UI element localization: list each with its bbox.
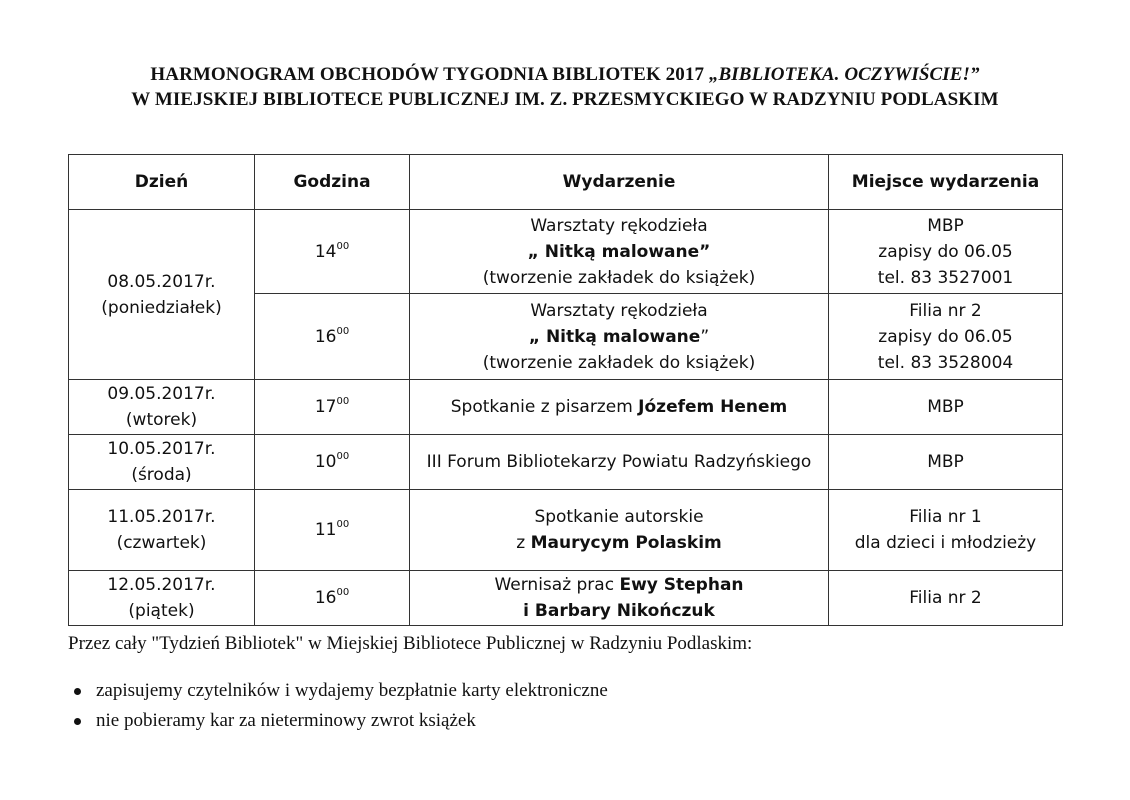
hour-cell <box>255 294 410 380</box>
table-row <box>69 210 1063 294</box>
day-date: 09.05.2017r. <box>107 384 216 404</box>
table-row <box>69 571 1063 626</box>
day-weekday: (piątek) <box>128 601 195 621</box>
list-item <box>68 706 608 736</box>
event-cell <box>410 380 829 435</box>
event-cell <box>410 571 829 626</box>
hour-value: 11 <box>314 520 337 540</box>
bullet-icon <box>74 718 81 725</box>
title-line-1 <box>0 62 1130 87</box>
day-cell <box>69 490 255 571</box>
day-cell <box>69 380 255 435</box>
list-item-text: nie pobieramy kar za nieterminowy zwrot książek <box>96 710 476 731</box>
table-row <box>69 490 1063 571</box>
event-line: Warsztaty rękodzieła <box>530 215 708 236</box>
event-line: Warsztaty rękodzieła <box>530 300 708 321</box>
place-line: Filia nr 2 <box>909 588 982 608</box>
day-date: 10.05.2017r. <box>107 439 216 459</box>
hour-minutes: 00 <box>336 240 350 252</box>
list-item <box>68 676 608 706</box>
quote-open: „ <box>527 241 545 262</box>
document-title <box>0 62 1130 112</box>
event-text: Spotkanie z pisarzem <box>450 397 639 417</box>
info-bullets <box>68 676 608 736</box>
event-line: (tworzenie zakładek do książek) <box>482 352 756 373</box>
header-place: Miejsce wydarzenia <box>829 155 1063 210</box>
day-cell <box>69 435 255 490</box>
place-cell <box>829 490 1063 571</box>
hour-cell <box>255 571 410 626</box>
hour-cell <box>255 490 410 571</box>
event-cell <box>410 210 829 294</box>
event-title: Nitką malowane <box>544 241 700 262</box>
table-header-row <box>69 155 1063 210</box>
event-text: III Forum Bibliotekarzy Powiatu Radzyńskiego <box>426 452 812 472</box>
hour-cell <box>255 380 410 435</box>
event-line: (tworzenie zakładek do książek) <box>482 267 756 288</box>
hour-cell <box>255 435 410 490</box>
event-guest-prefix: z <box>516 533 531 553</box>
day-date: 08.05.2017r. <box>107 271 216 292</box>
table-row <box>69 380 1063 435</box>
hour-value: 17 <box>314 397 337 417</box>
place-line: tel. 83 3527001 <box>877 267 1014 288</box>
event-title: Nitką malowane <box>545 326 701 347</box>
event-guest-line <box>414 530 824 556</box>
day-cell <box>69 571 255 626</box>
header-event: Wydarzenie <box>410 155 829 210</box>
hour-minutes: 00 <box>336 325 350 337</box>
schedule-table <box>68 154 1063 626</box>
title-slogan: „BIBLIOTEKA. OCZYWIŚCIE!” <box>708 64 980 85</box>
place-line: tel. 83 3528004 <box>877 352 1014 373</box>
header-hour: Godzina <box>255 155 410 210</box>
place-line: MBP <box>927 452 964 472</box>
day-weekday: (wtorek) <box>125 410 198 430</box>
event-guest: Józefem Henem <box>638 397 788 417</box>
hour-value: 14 <box>314 241 337 262</box>
hour-minutes: 00 <box>336 396 350 407</box>
day-weekday: (poniedziałek) <box>101 297 222 318</box>
place-cell <box>829 435 1063 490</box>
event-title-line <box>414 239 824 265</box>
event-cell <box>410 294 829 380</box>
event-cell <box>410 435 829 490</box>
quote-close: ” <box>699 241 711 262</box>
day-weekday: (środa) <box>131 465 192 485</box>
event-line: Spotkanie autorskie <box>534 507 704 527</box>
day-cell <box>69 210 255 380</box>
event-artist: Ewy Stephan <box>619 575 744 595</box>
hour-minutes: 00 <box>336 587 350 598</box>
place-line: dla dzieci i młodzieży <box>854 533 1037 553</box>
hour-cell <box>255 210 410 294</box>
event-line <box>414 572 824 598</box>
info-note: Przez cały "Tydzień Bibliotek" w Miejskiej Bibliotece Publicznej w Radzyniu Podlaskim: <box>68 633 753 654</box>
place-cell <box>829 294 1063 380</box>
day-weekday: (czwartek) <box>116 533 207 553</box>
header-day: Dzień <box>69 155 255 210</box>
place-cell <box>829 380 1063 435</box>
place-line: MBP <box>927 215 964 236</box>
title-line-2: W MIEJSKIEJ BIBLIOTECE PUBLICZNEJ IM. Z. PRZESMYCKIEGO W RADZYNIU PODLASKIM <box>131 89 999 110</box>
hour-minutes: 00 <box>336 519 350 530</box>
place-cell <box>829 210 1063 294</box>
hour-value: 16 <box>314 326 337 347</box>
table-row <box>69 435 1063 490</box>
place-line: zapisy do 06.05 <box>878 241 1013 262</box>
event-title-line <box>414 324 824 350</box>
place-cell <box>829 571 1063 626</box>
place-line: Filia nr 2 <box>909 300 982 321</box>
hour-value: 16 <box>314 588 337 608</box>
quote-close: ” <box>700 326 710 347</box>
place-line: zapisy do 06.05 <box>878 326 1013 347</box>
event-text: Wernisaż prac <box>494 575 620 595</box>
list-item-text: zapisujemy czytelników i wydajemy bezpłatnie karty elektroniczne <box>96 680 608 701</box>
quote-open: „ <box>528 326 546 347</box>
hour-minutes: 00 <box>336 451 350 462</box>
day-date: 12.05.2017r. <box>107 575 216 595</box>
hour-value: 10 <box>314 452 337 472</box>
event-artist-line: i Barbary Nikończuk <box>523 601 715 621</box>
place-line: Filia nr 1 <box>909 507 982 527</box>
bullet-icon <box>74 688 81 695</box>
place-line: MBP <box>927 397 964 417</box>
title-line-1-text: HARMONOGRAM OBCHODÓW TYGODNIA BIBLIOTEK 2017 <box>150 64 709 85</box>
event-guest: Maurycym Polaskim <box>530 533 722 553</box>
event-cell <box>410 490 829 571</box>
day-date: 11.05.2017r. <box>107 507 216 527</box>
